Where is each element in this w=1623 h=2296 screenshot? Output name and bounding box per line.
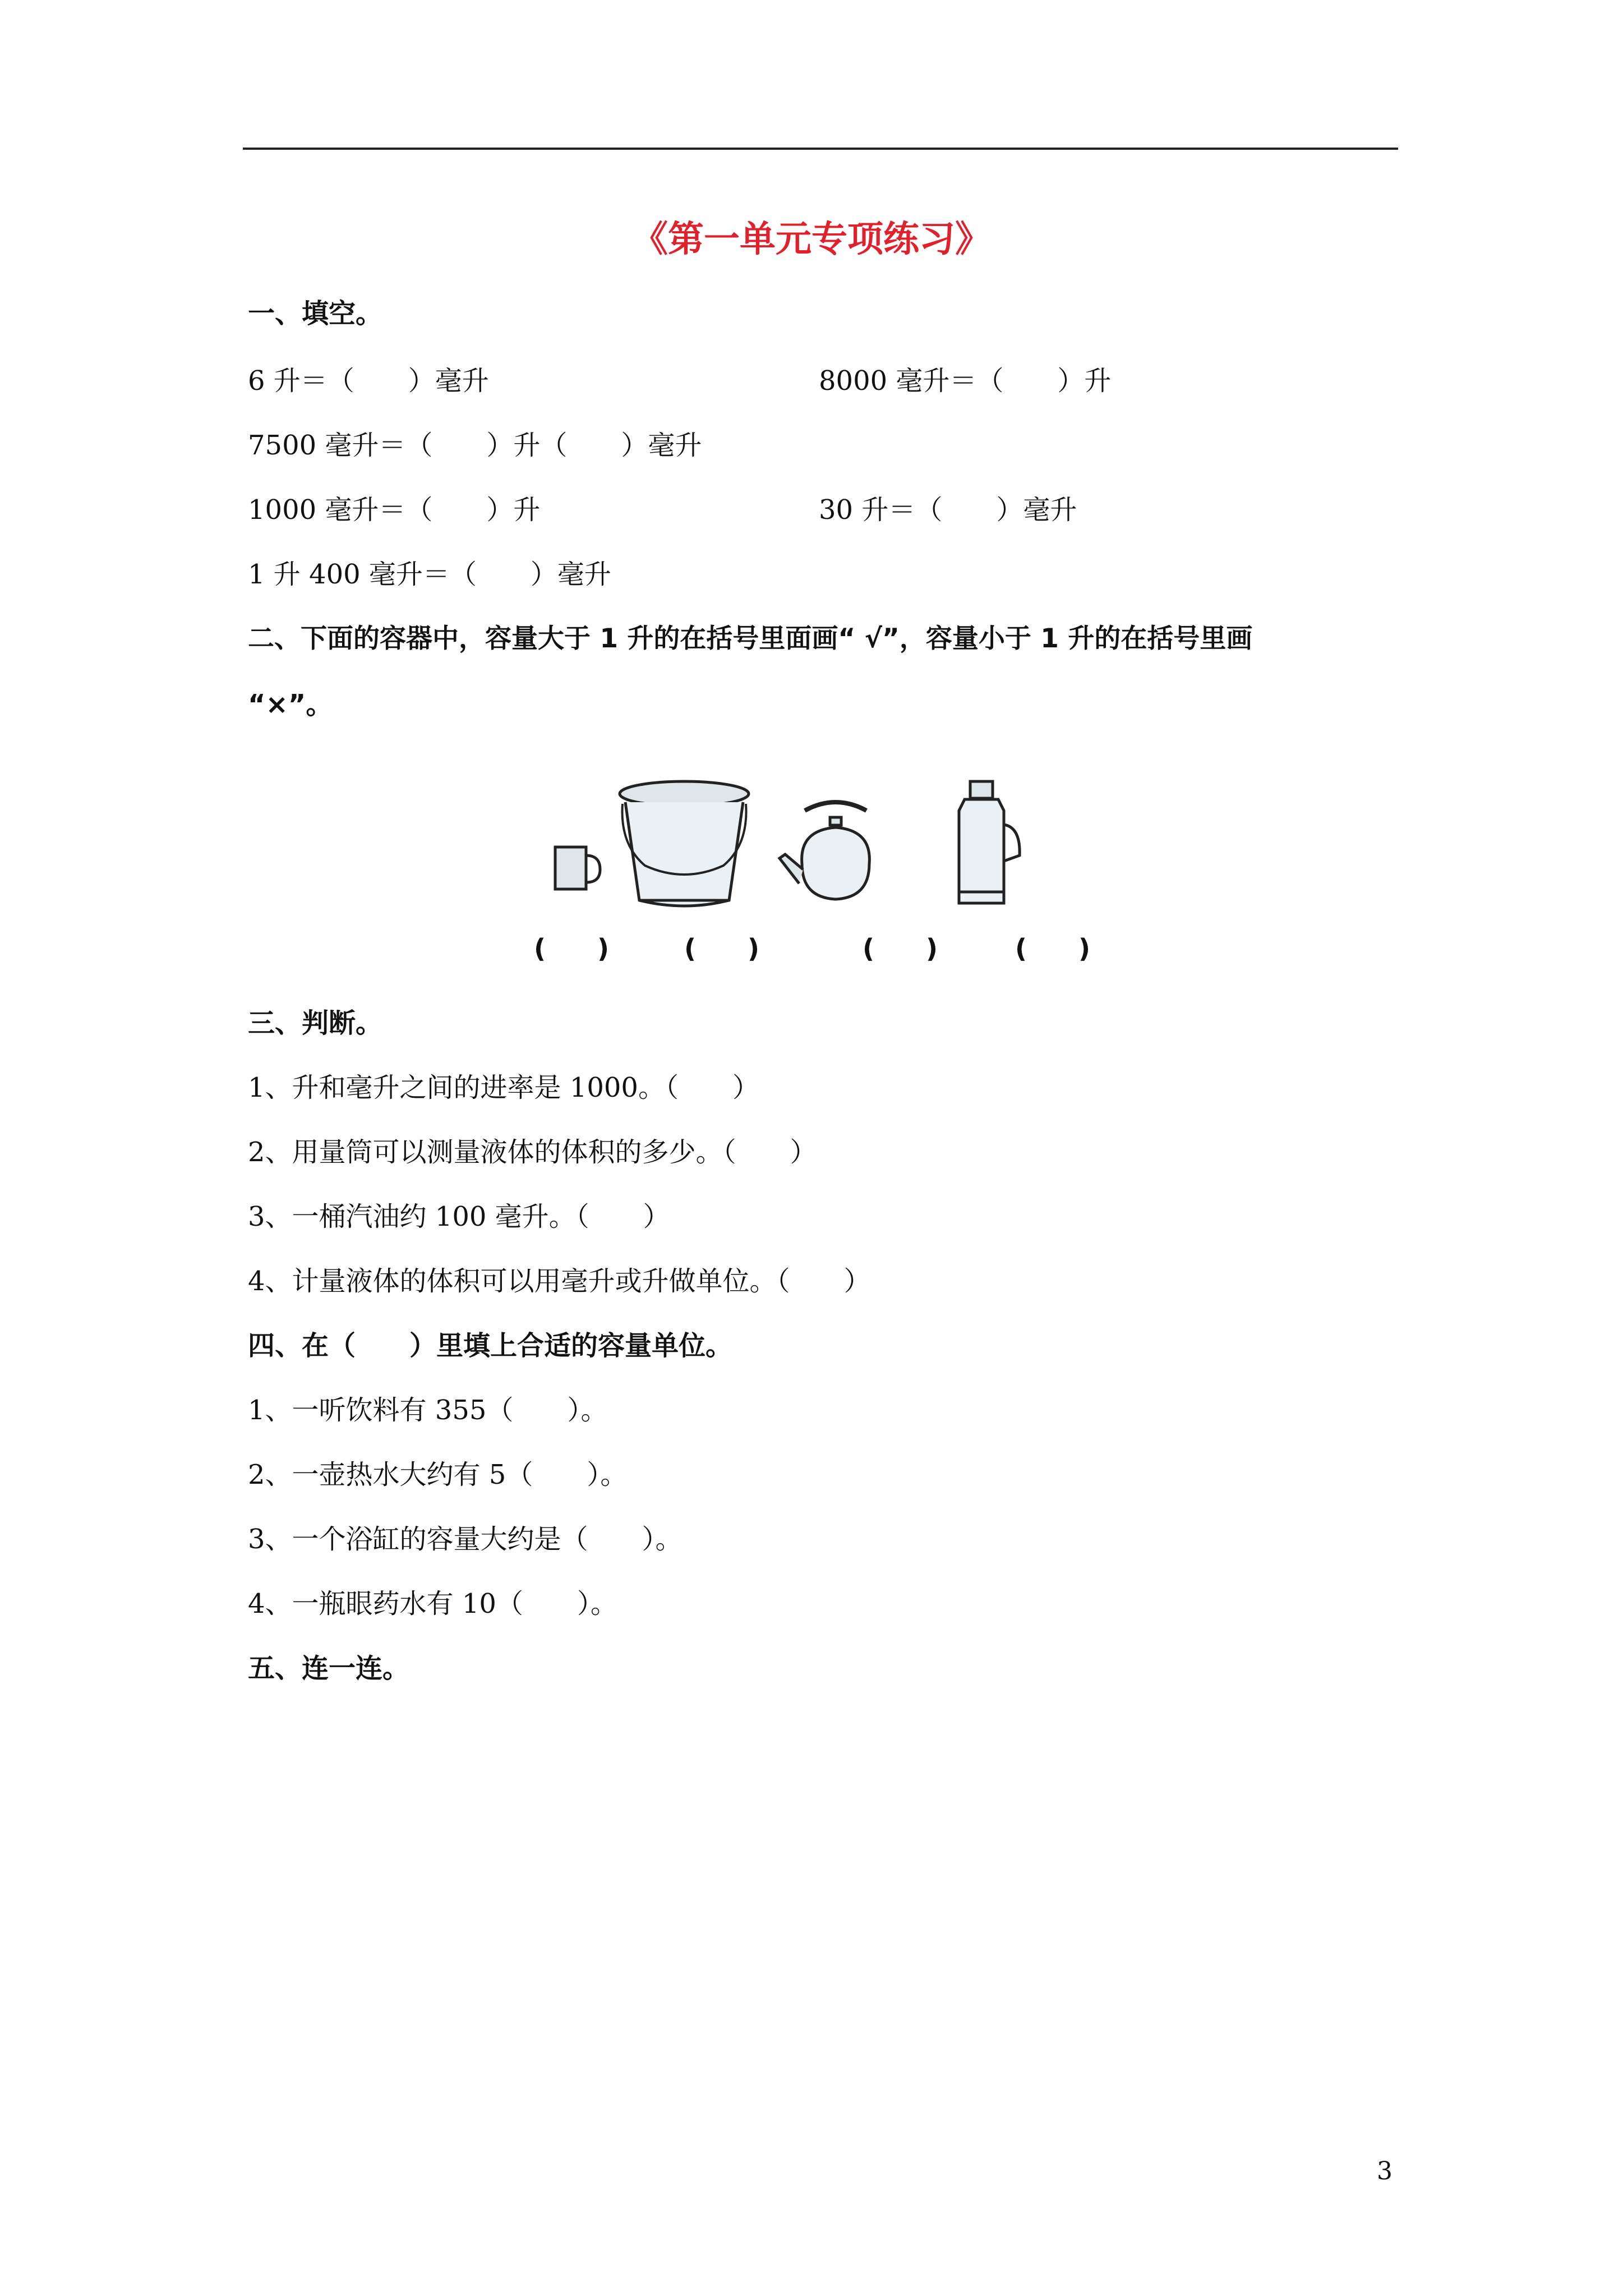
container-blank-4[interactable]: ( ) <box>1015 933 1091 964</box>
section5-heading: 五、连一连。 <box>248 1653 410 1684</box>
fill-item-3: 7500 毫升＝（ ）升（ ）毫升 <box>248 430 702 461</box>
mug-icon <box>555 847 600 889</box>
fill-item-2: 8000 毫升＝（ ）升 <box>819 365 1112 397</box>
container-blank-2[interactable]: ( ) <box>684 933 760 964</box>
unit-item-4: 4、一瓶眼药水有 10（ ）。 <box>248 1588 617 1619</box>
fill-item-4: 1000 毫升＝（ ）升 <box>248 494 541 526</box>
container-blank-1[interactable]: ( ) <box>534 933 610 964</box>
bucket-icon <box>620 781 749 906</box>
unit-item-1: 1、一听饮料有 355（ ）。 <box>248 1395 608 1426</box>
fill-item-5: 30 升＝（ ）毫升 <box>819 494 1077 526</box>
section2-heading-cont: “×”。 <box>248 689 333 720</box>
judge-item-3: 3、一桶汽油约 100 毫升。（ ） <box>248 1201 670 1232</box>
page-title: 《第一单元专项练习》 <box>632 218 991 260</box>
header-rule <box>243 148 1398 150</box>
fill-item-1: 6 升＝（ ）毫升 <box>248 365 489 397</box>
section4-heading: 四、在（ ）里填上合适的容量单位。 <box>248 1330 733 1361</box>
judge-item-1: 1、升和毫升之间的进率是 1000。（ ） <box>248 1072 759 1103</box>
page-number: 3 <box>1377 2157 1393 2185</box>
fill-item-6: 1 升 400 毫升＝（ ）毫升 <box>248 559 611 590</box>
container-blank-3[interactable]: ( ) <box>863 933 938 964</box>
section1-heading: 一、填空。 <box>248 298 383 329</box>
judge-item-4: 4、计量液体的体积可以用毫升或升做单位。（ ） <box>248 1266 871 1297</box>
thermos-icon <box>959 781 1020 903</box>
unit-item-2: 2、一壶热水大约有 5（ ）。 <box>248 1459 628 1490</box>
section2-heading: 二、下面的容器中，容量大于 1 升的在括号里面画“ √”，容量小于 1 升的在括号里画 <box>248 623 1253 654</box>
kettle-icon <box>780 802 869 899</box>
section3-heading: 三、判断。 <box>248 1007 383 1039</box>
unit-item-3: 3、一个浴缸的容量大约是（ ）。 <box>248 1524 683 1555</box>
judge-item-2: 2、用量筒可以测量液体的体积的多少。（ ） <box>248 1137 817 1168</box>
